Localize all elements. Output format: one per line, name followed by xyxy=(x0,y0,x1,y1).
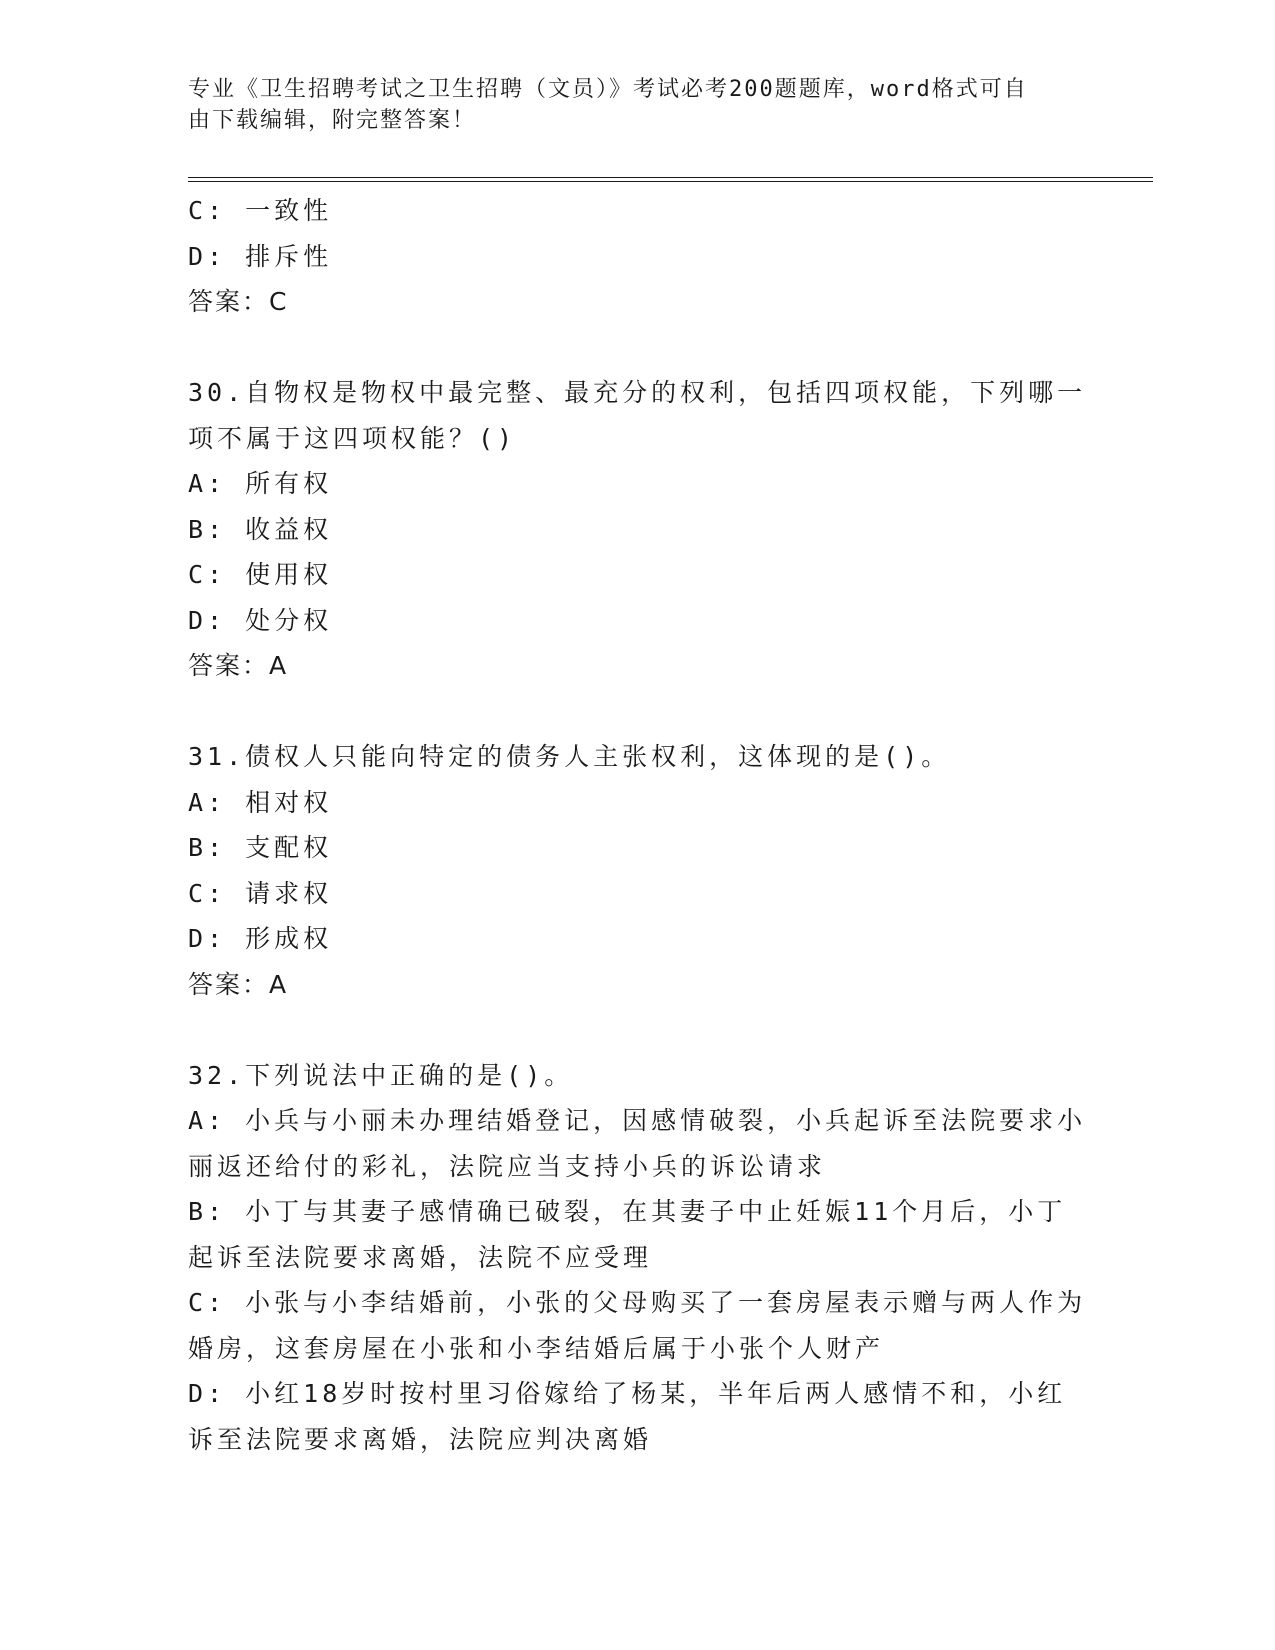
header-divider xyxy=(188,177,1153,182)
question-stem: 32.下列说法中正确的是()。 xyxy=(188,1060,574,1090)
question-stem: 30.自物权是物权中最完整、最充分的权利，包括四项权能，下列哪一 xyxy=(188,378,1087,407)
option-c: C: 请求权 xyxy=(188,878,333,908)
option-b: B: 支配权 xyxy=(188,833,333,862)
question-stem-continued: 项不属于这四项权能？() xyxy=(188,423,517,453)
option-a: A: 所有权 xyxy=(188,469,333,498)
option-d: D: 处分权 xyxy=(188,605,333,635)
option-b: B: 收益权 xyxy=(188,514,333,544)
option-c: C: 小张与小李结婚前，小张的父母购买了一套房屋表示赠与两人作为 xyxy=(188,1288,1087,1317)
spacer xyxy=(188,325,1088,371)
question-30 xyxy=(188,370,1088,689)
question-stem: 31.债权人只能向特定的债务人主张权利，这体现的是()。 xyxy=(188,742,951,771)
answer-label: 答案：A xyxy=(188,969,289,999)
question-list xyxy=(188,188,1088,1462)
option-d: D: 排斥性 xyxy=(188,241,333,271)
question-31 xyxy=(188,734,1088,1007)
spacer xyxy=(188,689,1088,735)
option-d: D: 小红18岁时按村里习俗嫁给了杨某，半年后两人感情不和，小红 xyxy=(188,1379,1067,1408)
answer-label: 答案：C xyxy=(188,287,289,316)
spacer xyxy=(188,1007,1088,1053)
option-a: A: 小兵与小丽未办理结婚登记，因感情破裂，小兵起诉至法院要求小 xyxy=(188,1106,1087,1135)
option-c-continued: 婚房，这套房屋在小张和小李结婚后属于小张个人财产 xyxy=(188,1333,885,1363)
answer-label: 答案：A xyxy=(188,651,289,680)
option-d: D: 形成权 xyxy=(188,924,333,953)
option-c: C: 一致性 xyxy=(188,196,333,225)
question-32 xyxy=(188,1053,1088,1463)
header-title-line-1: 专业《卫生招聘考试之卫生招聘（文员）》考试必考200题题库，word格式可自 xyxy=(188,77,1028,102)
page-header xyxy=(188,74,1088,136)
header-title-line-2: 由下载编辑，附完整答案！ xyxy=(188,108,477,133)
option-b-continued: 起诉至法院要求离婚，法院不应受理 xyxy=(188,1242,653,1272)
question-29-tail xyxy=(188,188,1088,325)
option-b: B: 小丁与其妻子感情确已破裂，在其妻子中止妊娠11个月后，小丁 xyxy=(188,1197,1067,1226)
option-a: A: 相对权 xyxy=(188,787,333,817)
option-c: C: 使用权 xyxy=(188,560,333,589)
option-d-continued: 诉至法院要求离婚，法院应判决离婚 xyxy=(188,1424,653,1454)
option-a-continued: 丽返还给付的彩礼，法院应当支持小兵的诉讼请求 xyxy=(188,1151,827,1181)
